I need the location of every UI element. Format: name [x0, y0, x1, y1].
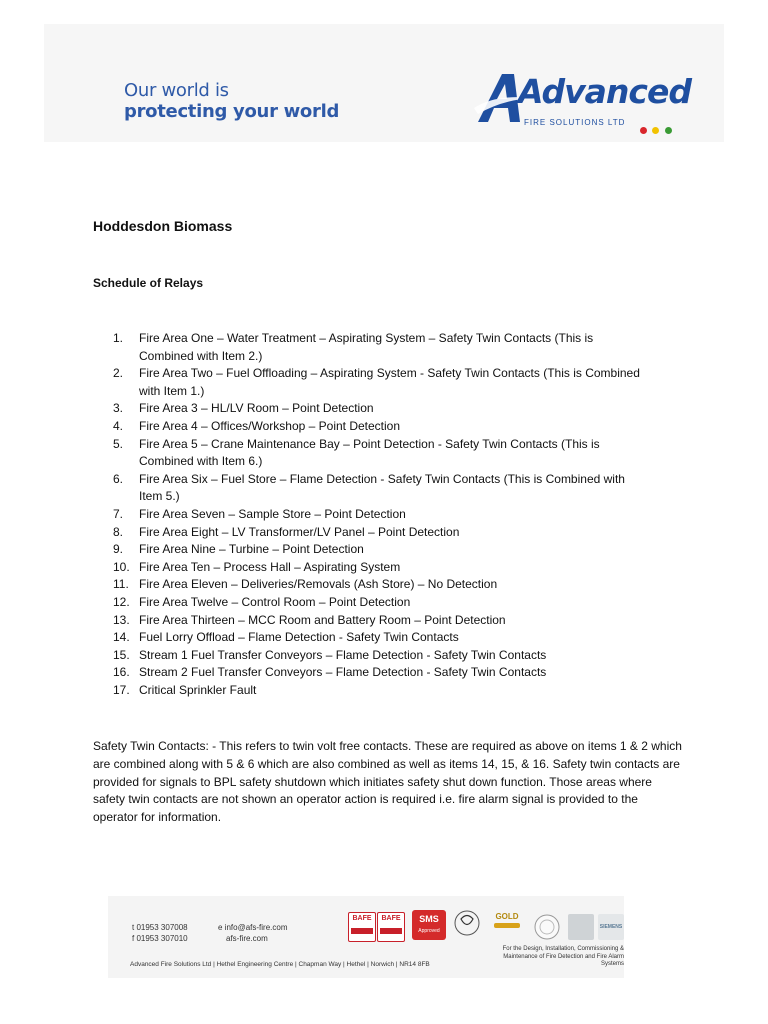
accreditation-seal-icon [532, 912, 562, 942]
footer-web[interactable]: afs-fire.com [226, 934, 268, 943]
relay-item-number: 14. [113, 630, 130, 645]
relay-item-text-continued: Item 5.) [139, 489, 180, 504]
footer-email: e info@afs-fire.com [218, 923, 288, 932]
document-subtitle: Schedule of Relays [93, 276, 204, 290]
relay-item-number: 10. [113, 559, 130, 574]
relay-schedule-list [93, 330, 693, 699]
sms-badge-sub: Approved [418, 928, 440, 934]
relay-item-number: 13. [113, 612, 130, 627]
relay-list-item [93, 524, 693, 542]
relay-item-number: 11. [113, 577, 129, 592]
relay-item-text: Fire Area Thirteen – MCC Room and Battery Room – Point Detection [139, 612, 506, 627]
relay-item-text-continued: Combined with Item 6.) [139, 454, 263, 469]
bafe-badge-2-label: BAFE [381, 915, 401, 922]
relay-item-number: 9. [113, 542, 124, 557]
logo-yellow-dot-icon [652, 127, 659, 134]
logo-green-dot-icon [665, 127, 672, 134]
relay-item-text-continued: with Item 1.) [139, 383, 205, 398]
relay-list-item [93, 506, 693, 524]
kitemark-icon [452, 908, 482, 942]
logo-dots [640, 121, 673, 139]
relay-list-item [93, 541, 693, 559]
relay-list-item [93, 559, 693, 577]
relay-item-text: Fire Area 3 – HL/LV Room – Point Detection [139, 401, 374, 416]
relay-item-text: Fire Area Twelve – Control Room – Point Detection [139, 594, 411, 609]
footer-email-web [218, 922, 287, 944]
footer-phone-fax [132, 922, 188, 944]
relay-item-text: Fire Area 4 – Offices/Workshop – Point Detection [139, 418, 401, 433]
bafe-badge-2 [377, 912, 405, 942]
relay-item-number: 4. [113, 418, 124, 433]
footer-address: Advanced Fire Solutions Ltd | Hethel Engineering Centre | Chapman Way | Hethel | Norwich | NR14 8FB [130, 961, 430, 968]
relay-item-number: 15. [113, 647, 130, 662]
gold-supplier-badge [490, 912, 524, 944]
relay-item-text: Fire Area Seven – Sample Store – Point Detection [139, 506, 406, 521]
relay-item-text: Fire Area Eight – LV Transformer/LV Panel – Point Detection [139, 524, 460, 539]
relay-item-number: 17. [113, 682, 130, 697]
relay-item-number: 8. [113, 524, 124, 539]
relay-item-number: 6. [113, 471, 124, 486]
tagline-line-2: protecting your world [124, 101, 340, 122]
relay-list-item [93, 629, 693, 647]
gold-badge-bar [494, 923, 520, 928]
relay-item-number: 7. [113, 506, 124, 521]
document-title: Hoddesdon Biomass [93, 218, 233, 234]
logo-red-dot-icon [640, 127, 647, 134]
safety-twin-contacts-note: Safety Twin Contacts: - This refers to twin volt free contacts. These are required as above on items 1 & 2 which are combined along with 5 & 6 which are also combined as well as items 14, 15, & 16. Safety twin contacts are provided for signals to BPL safety shutdown which initiates safety shut down function. Those areas where safety twin contacts are not shown an operator action is required i.e. fire alarm signal is provided to the operator for information. [93, 739, 682, 825]
relay-item-number: 1. [113, 331, 124, 345]
relay-list-item [93, 594, 693, 612]
relay-list-item [93, 576, 693, 594]
relay-item-text: Fire Area Two – Fuel Offloading – Aspirating System - Safety Twin Contacts (This is Combined [139, 366, 640, 381]
partner-badge [568, 914, 594, 940]
footer-service-tagline: For the Design, Installation, Commissioning & Maintenance of Fire Detection and Fire Alarm Systems [502, 946, 624, 967]
relay-item-number: 5. [113, 436, 124, 451]
company-logo [472, 66, 691, 136]
relay-item-text: Fire Area Six – Fuel Store – Flame Detection - Safety Twin Contacts (This is Combined with [139, 471, 625, 486]
relay-item-number: 2. [113, 366, 124, 381]
sms-badge-label: SMS [419, 914, 439, 924]
relay-item-text: Critical Sprinkler Fault [139, 682, 257, 697]
siemens-badge: SIEMENS [598, 914, 624, 940]
footer-phone: t 01953 307008 [132, 923, 188, 932]
tagline-line-1: Our world is [124, 80, 229, 101]
logo-wordmark: Advanced [518, 72, 691, 111]
relay-item-number: 3. [113, 401, 124, 416]
bafe-badge-1-label: BAFE [352, 915, 372, 922]
relay-list-item [93, 365, 693, 400]
relay-item-text-continued: Combined with Item 2.) [139, 348, 263, 363]
logo-subtext: FIRE SOLUTIONS LTD [524, 118, 626, 127]
bafe-badge-1-stripe [351, 928, 373, 934]
bafe-badge-2-stripe [380, 928, 402, 934]
relay-item-text: Fire Area Nine – Turbine – Point Detection [139, 542, 364, 557]
relay-list-item [93, 471, 693, 506]
relay-list-item [93, 647, 693, 665]
relay-list-item [93, 682, 693, 700]
relay-item-text: Stream 2 Fuel Transfer Conveyors – Flame Detection - Safety Twin Contacts [139, 665, 547, 680]
gold-badge-label: GOLD [495, 912, 519, 921]
relay-item-text: Fire Area Ten – Process Hall – Aspirating System [139, 559, 401, 574]
relay-list-item [93, 664, 693, 682]
relay-item-number: 16. [113, 665, 130, 680]
relay-list-item [93, 436, 693, 471]
relay-list-item [93, 330, 693, 365]
relay-item-text: Fire Area 5 – Crane Maintenance Bay – Point Detection - Safety Twin Contacts (This is [139, 436, 600, 451]
relay-item-text: Stream 1 Fuel Transfer Conveyors – Flame Detection - Safety Twin Contacts [139, 647, 547, 662]
company-tagline [124, 80, 339, 122]
relay-list-item [93, 612, 693, 630]
relay-item-text: Fuel Lorry Offload – Flame Detection - Safety Twin Contacts [139, 630, 459, 645]
bafe-badge-1 [348, 912, 376, 942]
relay-list-item [93, 400, 693, 418]
relay-item-text: Fire Area One – Water Treatment – Aspirating System – Safety Twin Contacts (This is [139, 331, 594, 345]
relay-item-text: Fire Area Eleven – Deliveries/Removals (Ash Store) – No Detection [139, 577, 498, 592]
relay-item-number: 12. [113, 594, 130, 609]
footer-fax: f 01953 307010 [132, 934, 188, 943]
sms-approved-badge [412, 910, 446, 940]
relay-list-item [93, 418, 693, 436]
